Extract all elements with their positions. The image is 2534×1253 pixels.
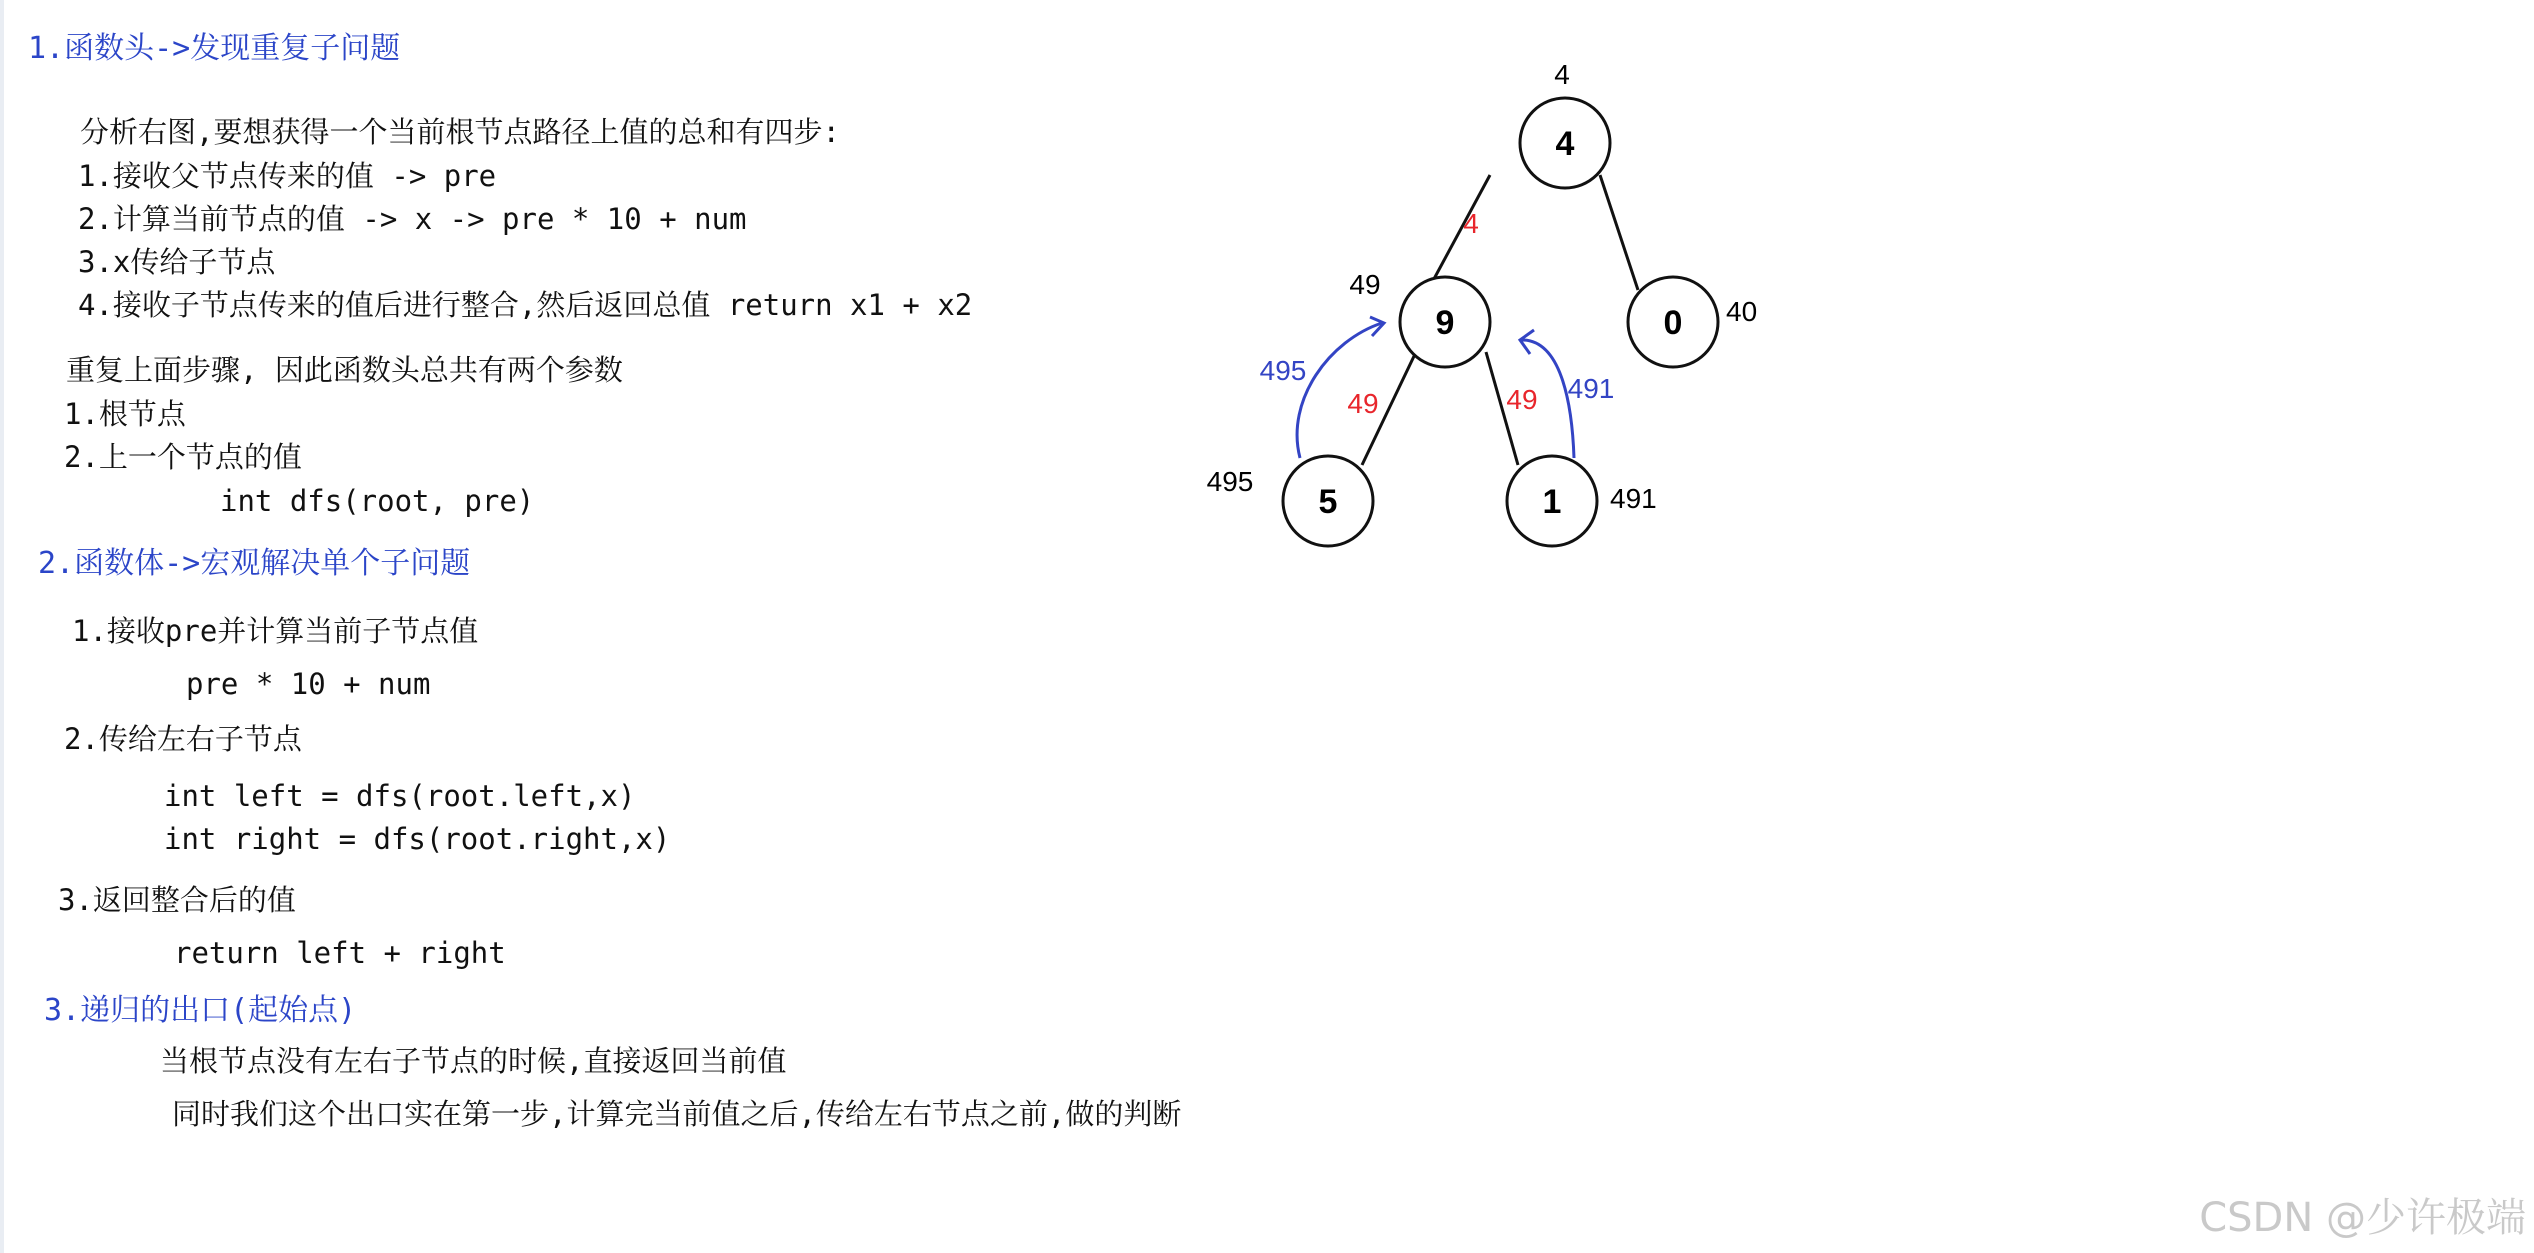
svg-text:0: 0 bbox=[1663, 304, 1683, 342]
section3-line: 当根节点没有左右子节点的时候,直接返回当前值 bbox=[160, 1044, 787, 1078]
tree-node-left-right bbox=[1507, 456, 1597, 546]
section1-heading: 1.函数头->发现重复子问题 bbox=[28, 31, 401, 66]
node-path-label: 49 bbox=[1349, 269, 1381, 300]
edge-value-label: 4 bbox=[1463, 208, 1479, 239]
node-path-label: 491 bbox=[1610, 483, 1657, 514]
section2-code: int left = dfs(root.left,x) bbox=[164, 779, 636, 813]
return-value-label: 495 bbox=[1259, 355, 1307, 386]
section1-param: 1.根节点 bbox=[64, 397, 186, 431]
section2-heading: 2.函数体->宏观解决单个子问题 bbox=[38, 546, 471, 581]
section1-param: 2.上一个节点的值 bbox=[64, 440, 302, 474]
node-path-label: 495 bbox=[1206, 466, 1254, 497]
svg-text:4: 4 bbox=[1555, 125, 1575, 163]
section2-code: return left + right bbox=[174, 936, 506, 970]
csdn-watermark: CSDN @少许极端 bbox=[2199, 1195, 2526, 1241]
svg-text:9: 9 bbox=[1435, 304, 1455, 342]
node-path-label: 4 bbox=[1554, 59, 1570, 90]
section2-code: pre * 10 + num bbox=[186, 667, 431, 701]
section1-step: 3.x传给子节点 bbox=[78, 245, 276, 279]
tree-node-root bbox=[1520, 98, 1610, 188]
section1-signature: int dfs(root, pre) bbox=[220, 484, 535, 518]
section1-step: 2.计算当前节点的值 -> x -> pre * 10 + num bbox=[78, 202, 747, 236]
section3-heading: 3.递归的出口(起始点) bbox=[44, 993, 357, 1028]
left-margin-strip bbox=[0, 0, 4, 1253]
node-path-label: 40 bbox=[1726, 296, 1758, 327]
edge-value-label: 49 bbox=[1506, 384, 1538, 415]
tree-edge bbox=[1600, 175, 1638, 290]
edge-value-label: 49 bbox=[1347, 388, 1379, 419]
section1-step: 1.接收父节点传来的值 -> pre bbox=[78, 159, 497, 193]
tree-node-left bbox=[1400, 277, 1490, 367]
section1-step: 4.接收子节点传来的值后进行整合,然后返回总值 return x1 + x2 bbox=[78, 288, 973, 322]
tree-edge bbox=[1428, 175, 1490, 290]
binary-tree-diagram bbox=[1160, 40, 1780, 560]
tree-node-right bbox=[1628, 277, 1718, 367]
section2-step: 1.接收pre并计算当前子节点值 bbox=[72, 614, 479, 648]
section2-code: int right = dfs(root.right,x) bbox=[164, 822, 671, 856]
svg-text:1: 1 bbox=[1542, 483, 1562, 521]
section3-line: 同时我们这个出口实在第一步,计算完当前值之后,传给左右节点之前,做的判断 bbox=[172, 1097, 1182, 1131]
section2-step: 3.返回整合后的值 bbox=[58, 883, 296, 917]
section2-step: 2.传给左右子节点 bbox=[64, 722, 302, 756]
return-value-label: 491 bbox=[1567, 373, 1615, 404]
section1-intro: 分析右图,要想获得一个当前根节点路径上值的总和有四步: bbox=[80, 115, 840, 149]
section1-repeat-note: 重复上面步骤, 因此函数头总共有两个参数 bbox=[66, 353, 623, 387]
tree-node-left-left bbox=[1283, 456, 1373, 546]
svg-text:5: 5 bbox=[1318, 483, 1338, 521]
